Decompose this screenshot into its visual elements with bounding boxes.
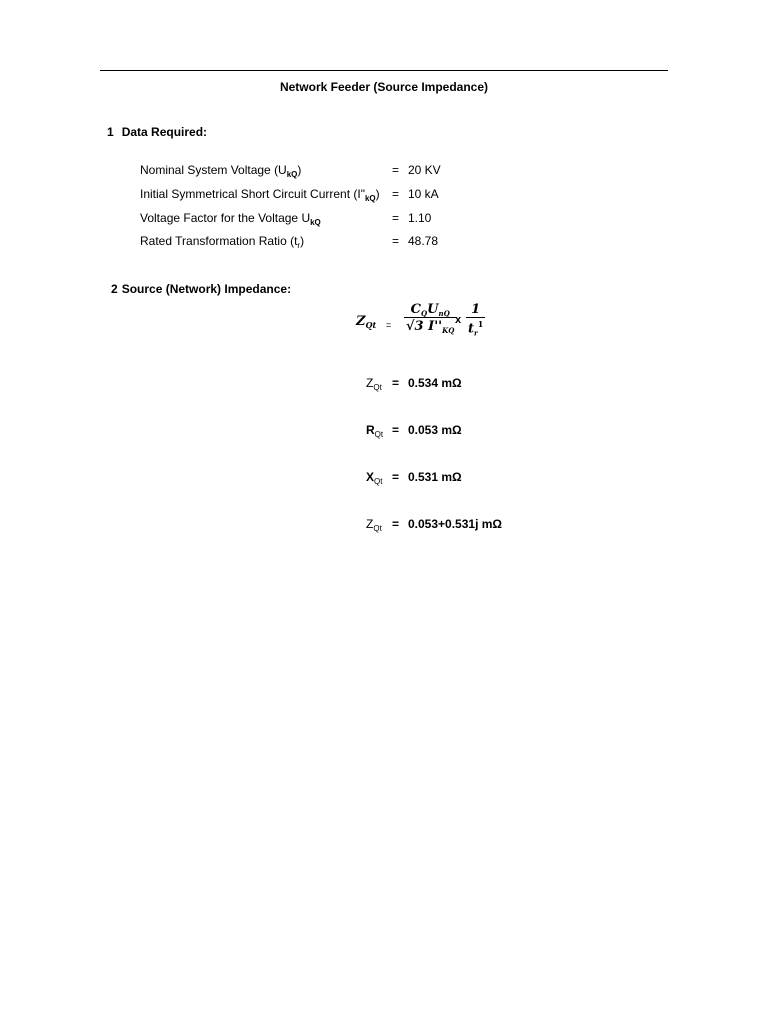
formula-times: x: [455, 314, 462, 326]
data-row-short-circuit-current: [140, 187, 540, 203]
formula-fraction-main: $C_QU_{nQ}$ √3 $I''_{KQ}$: [406, 302, 455, 335]
row-equals: =: [392, 187, 400, 201]
result-value: 0.053+0.531j mΩ: [408, 517, 503, 531]
result-symbol: $Z_{Qt}$: [366, 517, 382, 533]
result-equals: =: [392, 423, 400, 437]
result-symbol: $X_{Qt}$: [366, 470, 383, 486]
result-equals: =: [392, 517, 400, 531]
data-row-nominal-voltage: [140, 163, 540, 179]
section-2-number: 2: [111, 282, 118, 296]
data-row-voltage-factor: [140, 211, 540, 227]
formula-fraction-ratio: $\frac{1}{t_r^1}$: [468, 302, 484, 338]
result-equals: =: [392, 470, 400, 484]
result-equals: =: [392, 376, 400, 390]
row-equals: =: [392, 211, 400, 225]
impedance-formula: [356, 300, 496, 350]
row-value: 1.10: [408, 211, 432, 225]
data-row-transformation-ratio: [140, 234, 540, 250]
section-1-heading: [107, 125, 207, 139]
row-equals: =: [392, 234, 400, 248]
row-value: 20 KV: [408, 163, 441, 177]
row-label: Voltage Factor for the Voltage $U_{kQ}$: [140, 211, 321, 227]
section-2-title: Source (Network) Impedance:: [121, 282, 292, 296]
row-value: 10 kA: [408, 187, 439, 201]
result-value: 0.534 mΩ: [408, 376, 462, 390]
page-title: Network Feeder (Source Impedance): [279, 80, 489, 94]
formula-equals: =: [386, 320, 392, 330]
row-equals: =: [392, 163, 400, 177]
section-1-title: Data Required:: [121, 125, 208, 139]
row-label: Initial Symmetrical Short Circuit Current $(I"_{kQ})$: [140, 187, 380, 203]
formula-lhs: $Z_{Qt}$: [356, 314, 377, 330]
row-label: Rated Transformation Ratio $(t_r)$: [140, 234, 305, 250]
header-rule: [100, 70, 668, 71]
result-value: 0.053 mΩ: [408, 423, 462, 437]
section-2-heading: [111, 282, 291, 296]
result-symbol: $Z_{Qt}$: [366, 376, 382, 392]
result-value: 0.531 mΩ: [408, 470, 462, 484]
section-1-number: 1: [107, 125, 114, 139]
row-value: 48.78: [408, 234, 439, 248]
row-label: Nominal System Voltage $(U_{kQ})$: [140, 163, 302, 179]
result-symbol: $R_{Qt}$: [366, 423, 384, 439]
